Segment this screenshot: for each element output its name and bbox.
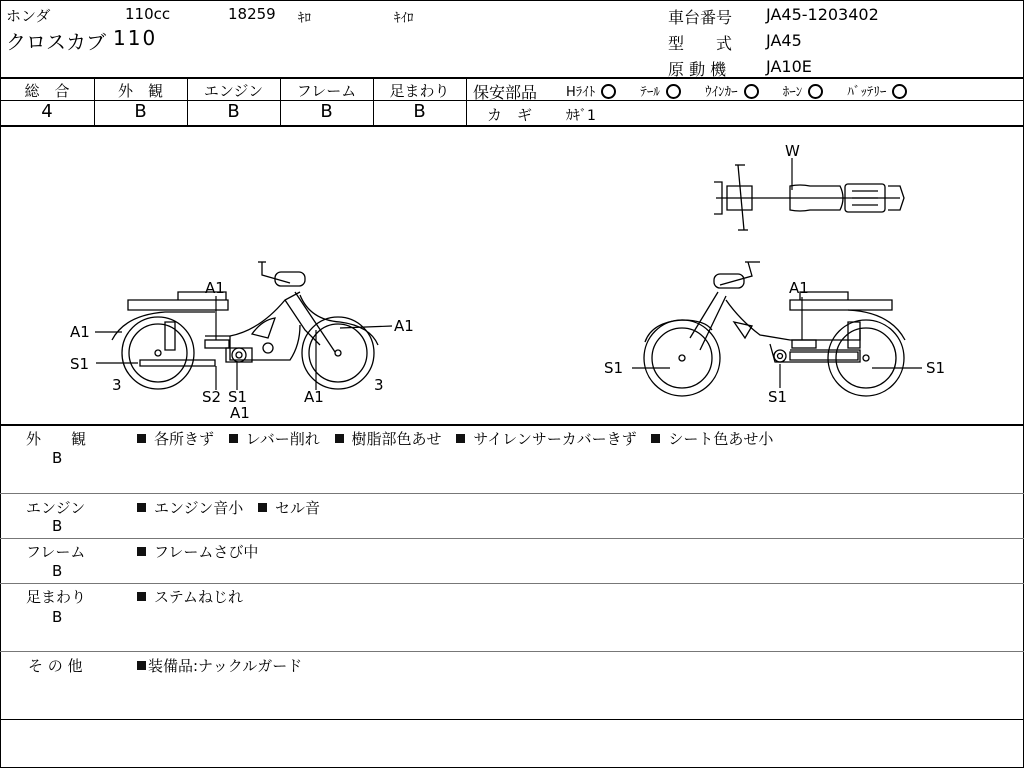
mileage-note: ｷｲﾛ <box>394 11 414 26</box>
divider <box>0 719 1024 720</box>
bullet-square-icon <box>137 434 146 443</box>
bullet-square-icon <box>137 503 146 512</box>
frame-no-label: 車台番号 <box>668 8 733 27</box>
note-item: セル音 <box>258 499 320 517</box>
divider <box>0 77 1024 79</box>
key-value: ｶｷﾞ1 <box>566 108 596 124</box>
note-item: ステムねじれ <box>137 588 243 606</box>
divider <box>466 78 467 125</box>
diagram-label: S1 <box>70 355 90 373</box>
bullet-square-icon <box>335 434 344 443</box>
diagram-label: A1 <box>205 279 225 297</box>
diagram-label: A1 <box>70 323 90 341</box>
diagram-label: S1 <box>604 359 624 377</box>
divider <box>466 100 1024 101</box>
section-grade-frame: B <box>52 562 63 580</box>
ok-circle-icon <box>601 84 616 99</box>
section-grade-suspension: B <box>52 608 63 626</box>
note-item: フレームさび中 <box>137 543 258 561</box>
engine-model-value: JA10E <box>766 57 812 76</box>
model-number: 110 <box>113 26 158 50</box>
safety-item-battery: ﾊﾞｯﾃﾘｰ <box>847 85 907 100</box>
ok-circle-icon <box>744 84 759 99</box>
grade-frame-value: B <box>320 101 333 122</box>
frame-no: JA45-1203402 <box>766 5 879 24</box>
section-notes-suspension <box>137 586 253 607</box>
divider <box>0 493 1024 494</box>
grade-suspension-value: B <box>413 101 426 122</box>
safety-item-winker: ｳｲﾝｶｰ <box>705 85 759 100</box>
grade-engine-label: エンジン <box>203 82 264 100</box>
grade-suspension-label: 足まわり <box>389 82 450 100</box>
maker: ホンダ <box>6 7 51 25</box>
ok-circle-icon <box>666 84 681 99</box>
safety-items <box>566 81 907 100</box>
grade-total-value: 4 <box>41 101 53 122</box>
safety-label: 保安部品 <box>473 83 538 102</box>
type-label: 型 式 <box>668 34 733 53</box>
type-value: JA45 <box>766 31 802 50</box>
ok-circle-icon <box>892 84 907 99</box>
diagram-label: 3 <box>112 376 122 394</box>
safety-item-horn: ﾎｰﾝ <box>783 85 824 100</box>
section-label-suspension: 足まわり <box>26 588 87 606</box>
section-label-frame: フレーム <box>26 543 86 561</box>
mileage-unit: ｷﾛ <box>298 11 311 26</box>
model-name: クロスカブ <box>6 30 106 54</box>
divider <box>0 424 1024 426</box>
bullet-square-icon <box>258 503 267 512</box>
divider <box>0 651 1024 652</box>
note-item: エンジン音小 <box>137 499 243 517</box>
note-item: レバー削れ <box>229 430 320 448</box>
grade-engine-value: B <box>227 101 240 122</box>
section-notes-exterior <box>137 428 783 449</box>
diagram-label: A1 <box>789 279 809 297</box>
diagram-label: 3 <box>374 376 384 394</box>
diagram-label: S1 <box>228 388 248 406</box>
bike-top-view-icon <box>714 165 904 230</box>
bullet-square-icon <box>137 592 146 601</box>
divider <box>0 583 1024 584</box>
diagram-label: A1 <box>394 317 414 335</box>
note-item: シート色あせ小 <box>651 430 773 448</box>
engine-model-label: 原 動 機 <box>668 60 727 79</box>
key-label: カ ギ <box>487 106 533 124</box>
ok-circle-icon <box>808 84 823 99</box>
mileage: 18259 <box>228 5 276 23</box>
grade-exterior-value: B <box>134 101 147 122</box>
section-label-engine: エンジン <box>26 499 86 517</box>
note-item: サイレンサーカバーきず <box>456 430 636 448</box>
bullet-square-icon <box>229 434 238 443</box>
bike-right-side-icon <box>644 262 905 396</box>
section-grade-exterior: B <box>52 449 63 467</box>
grade-total-label: 総 合 <box>24 82 70 100</box>
damage-diagram <box>0 126 1024 424</box>
bike-left-side-icon <box>112 262 378 389</box>
diagram-label: A1 <box>304 388 324 406</box>
diagram-label: S2 <box>202 388 222 406</box>
safety-item-tail: ﾃｰﾙ <box>640 85 681 100</box>
bullet-square-icon <box>137 547 146 556</box>
section-label-exterior: 外 観 <box>26 430 87 448</box>
right-callout-labels <box>604 279 945 406</box>
grade-exterior-label: 外 観 <box>117 82 163 100</box>
diagram-label: A1 <box>230 404 250 422</box>
note-item: 各所きず <box>137 430 214 448</box>
section-label-other: そ の 他 <box>28 657 83 675</box>
section-notes-engine <box>137 497 330 518</box>
displacement: 110cc <box>125 5 171 23</box>
section-notes-frame <box>137 541 268 562</box>
note-item: 樹脂部色あせ <box>335 430 442 448</box>
diagram-label: S1 <box>768 388 788 406</box>
note-item: 装備品:ナックルガード <box>137 657 302 675</box>
bullet-square-icon <box>651 434 660 443</box>
section-notes-other <box>137 655 312 676</box>
divider <box>0 538 1024 539</box>
diagram-label: W <box>785 142 800 160</box>
bullet-square-icon <box>456 434 465 443</box>
bullet-square-icon <box>137 661 146 670</box>
diagram-label: S1 <box>926 359 946 377</box>
grade-frame-label: フレーム <box>296 82 357 100</box>
section-grade-engine: B <box>52 517 63 535</box>
safety-item-headlight: Hﾗｲﾄ <box>566 85 616 100</box>
